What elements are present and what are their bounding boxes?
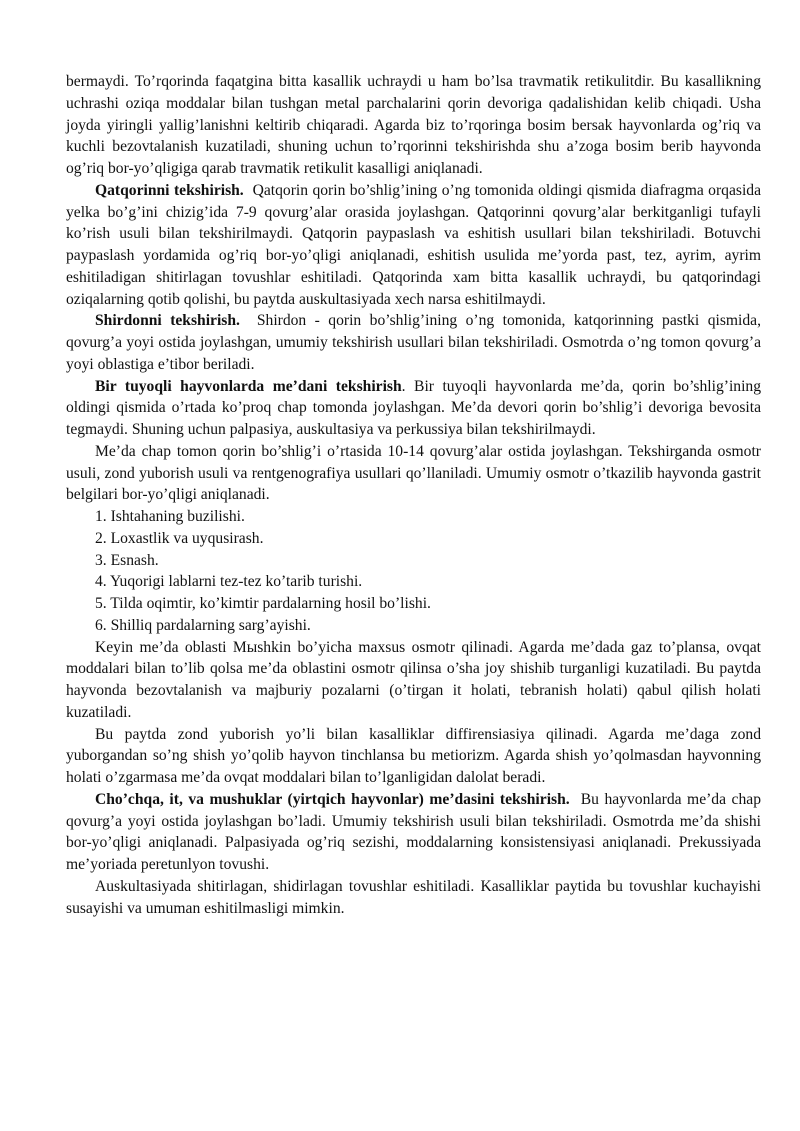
heading-qatqorin: Qatqorinni tekshirish. — [95, 181, 244, 199]
paragraph-continuation: bermaydi. To’rqorinda faqatgina bitta kasallik uchraydi u ham bo’lsa travmatik retikulitdir. Bu kasallikning uchrashi oziqa moddalar bilan tushgan metal parchalarini qorin devoriga qadalishidan kelib chiqadi. Usha joyda yiringli yallig’lanishni keltirib chiqaradi. Agarda biz to’rqoringa bosim bersak hayvonlarda og’riq va kuchli bezovtalanish kuzatiladi, shuning uchun to’rqorinni tekshirishda shu a’zoga bosim berib hayvonda og’riq bor-yo’qligiga qarab travmatik retikulit kasalligi aniqlanadi. — [66, 73, 761, 177]
paragraph-chochqa-text: Bu hayvonlarda me’da chap qovurg’a yoyi ostida joylashgan bo’ladi. Umumiy tekshirish usuli bilan tekshiriladi. Osmotrda me’da shishi bor-yo’qligi aniqlanadi. Palpasiyada og’riq sezishi, moddalarning konsistensiyasi aniqlanadi. Prekussiyada me’yoriada peretunlyon tovushi. — [66, 790, 761, 873]
paragraph-qatqorin-text: Qatqorin qorin bo’shlig’ining o’ng tomonida oldingi qismida diafragma orqasida yelka bo’g’ini chizig’ida 7-9 qovurg’alar orasida joylashgan. Qatqorinni qovurg’alar berkitganligi tufayli ko’rish usuli bilan tekshirilmaydi. Qatqorin paypaslash va eshitish usullari bilan tekshiriladi. Botuvchi paypaslash yordamida og’riq bor-yo’qligi aniqlanadi, eshitish usulida me’yorda past, tez, ayrim, ayrim eshitiladigan shitirlagan tovushlar eshitiladi. Qatqorinda xam bitta kasallik uchraydi, bu qatqorindagi oziqalarning qotib qolishi, bu paytda auskultasiyada xech narsa eshitilmaydi. — [66, 181, 762, 308]
list-item: 4. Yuqorigi lablarni tez-tez ko’tarib turishi. — [95, 573, 363, 591]
heading-shirdon: Shirdonni tekshirish. — [95, 312, 240, 330]
paragraph-chochqa — [66, 789, 761, 876]
paragraph-shirdon — [66, 310, 761, 375]
paragraph-myshkin: Keyin me’da oblasti Мыshkin bo’yicha maxsus osmotr qilinadi. Agarda me’dada gaz to’plansa, ovqat moddalari bilan to’lib qolsa me’da oblastini osmotr qilinsa o’sha joy shishib turganligi kuzatiladi. Bu paytda hayvonda bezovtalanish va majburiy pozalarni (o’tirgan it holati, tebranish holati) qabul qilish holati kuzatiladi. — [66, 638, 761, 721]
paragraph-auskultasiya: Auskultasiyada shitirlagan, shidirlagan tovushlar eshitiladi. Kasalliklar paytida bu tovushlar kuchayishi susayishi va umuman eshitilmasligi mimkin. — [66, 877, 761, 917]
list-item: 5. Tilda oqimtir, ko’kimtir pardalarning hosil bo’lishi. — [95, 595, 431, 612]
list-item: 6. Shilliq pardalarning sarg’ayishi. — [95, 616, 311, 634]
list-item: 1. Ishtahaning buzilishi. — [95, 508, 245, 525]
list-item: 3. Esnash. — [95, 551, 159, 569]
paragraph-meda-location: Me’da chap tomon qorin bo’shlig’i o’rtasida 10-14 qovurg’alar ostida joylashgan. Tekshirganda osmotr usuli, zond yuborish usuli va rentgenografiya usullari qo’llaniladi. Umumiy osmotr o’tkazilib hayvonda gastrit belgilari bor-yo’qligi aniqlanadi. — [66, 442, 761, 504]
paragraph-bir-tuyoqli — [66, 376, 761, 441]
heading-chochqa: Cho’chqa, it, va mushuklar (yirtqich hayvonlar) me’dasini tekshirish. — [95, 790, 570, 808]
heading-bir-tuyoqli: Bir tuyoqli hayvonlarda me’dani tekshirish — [95, 377, 402, 395]
list-item: 2. Loxastlik va uyqusirash. — [95, 529, 264, 547]
paragraph-zond: Bu paytda zond yuborish yo’li bilan kasalliklar diffirensiasiya qilinadi. Agarda me’daga zond yuborgandan so’ng shish yo’qolib hayvon tinchlansa bu metiorizm. Agarda shish yo’qolmasdan hayvonning holati o’zgarmasa me’da ovqat moddalari bilan to’lganligidan dalolat beradi. — [66, 725, 761, 786]
paragraph-shirdon-text: Shirdon - qorin bo’shlig’ining o’ng tomonida, katqorinning pastki qismida, qovurg’a yoyi ostida joylashgan, umumiy tekshirish usullari bilan tekshiriladi. Osmotrda o’ng tomon qovurg’a yoyi oblastiga e’tibor beriladi. — [66, 312, 761, 373]
paragraph-bir-tuyoqli-text: . Bir tuyoqli hayvonlarda me’da, qorin bo’shlig’ining oldingi qismida o’rtada ko’proq chap tomonda joylashgan. Me’da devori qorin bo’shlig’i devoriga bevosita tegmaydi. Shuning uchun palpasiya, auskultasiya va perkussiya bilan tekshirilmaydi. — [66, 377, 762, 438]
paragraph-qatqorin — [66, 180, 761, 311]
